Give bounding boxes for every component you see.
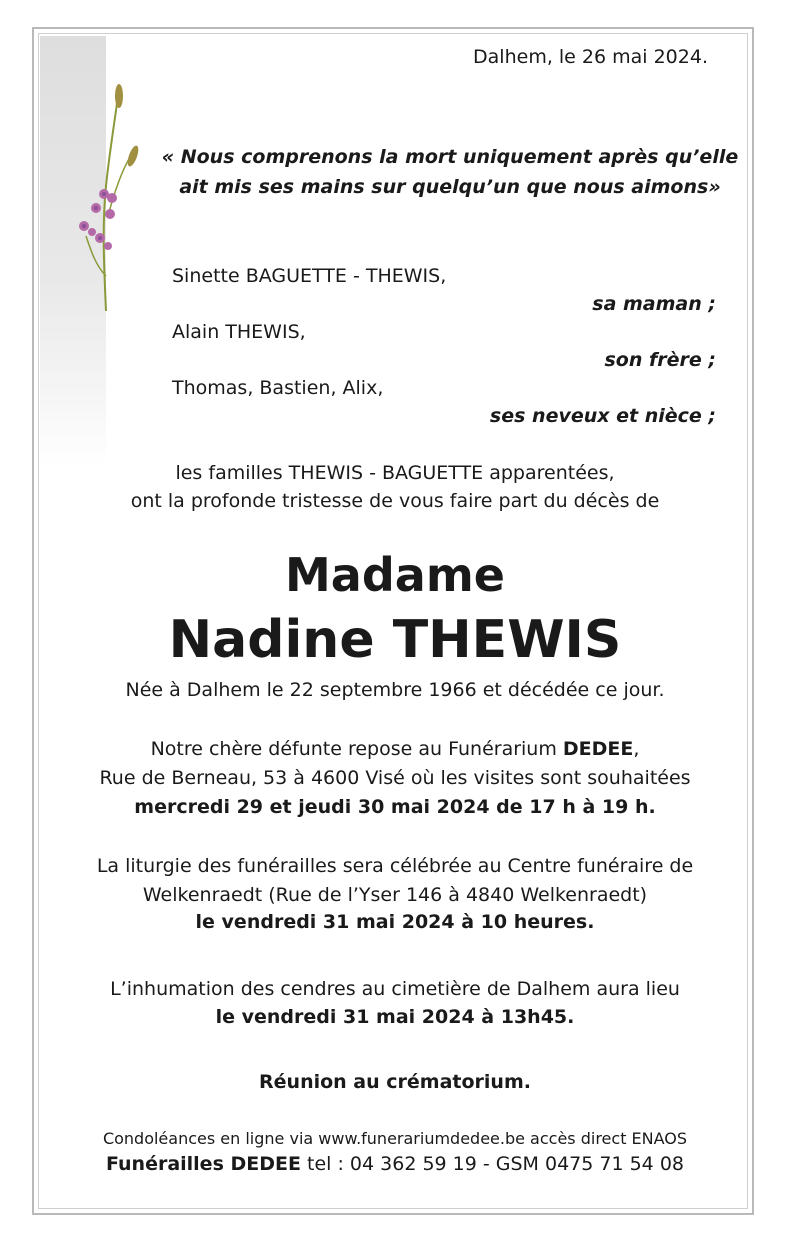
liturgy-date: le vendredi 31 mai 2024 à 10 heures. [195, 911, 595, 933]
repose-line-1-end: , [633, 738, 640, 760]
quote-line-1: « Nous comprenons la mort uniquement après qu’elle [161, 146, 739, 168]
condolences-line: Condoléances en ligne via www.funerariumdedee.be accès direct ENAOS [102, 1129, 688, 1148]
contact-line [40, 1153, 750, 1175]
visit-dates: mercredi 29 et jeudi 30 mai 2024 de 17 h à 19 h. [134, 796, 656, 818]
family-name-brother: Alain THEWIS, [172, 321, 306, 343]
liturgy-line-1: La liturgie des funérailles sera célébrée au Centre funéraire de [96, 855, 694, 877]
family-relation-nephews: ses neveux et nièce ; [489, 405, 716, 427]
flower-illustration [66, 76, 146, 316]
liturgy-line-2: Welkenraedt (Rue de l’Yser 146 à 4840 Welkenraedt) [142, 884, 648, 906]
family-relation-mother: sa maman ; [592, 293, 716, 315]
contact-numbers: tel : 04 362 59 19 - GSM 0475 71 54 08 [300, 1153, 684, 1175]
family-name-nephews: Thomas, Bastien, Alix, [172, 377, 384, 399]
quote-line-2: ait mis ses mains sur quelqu’un que nous aimons» [179, 176, 721, 198]
announcement-line-2: ont la profonde tristesse de vous faire part du décès de [130, 490, 660, 512]
family-relation-brother: son frère ; [604, 349, 716, 371]
reunion-line: Réunion au crématorium. [259, 1071, 531, 1093]
date-line: Dalhem, le 26 mai 2024. [473, 46, 708, 68]
company-name: Funérailles DEDEE [105, 1153, 301, 1175]
announcement-line-1: les familles THEWIS - BAGUETTE apparentées, [175, 462, 615, 484]
repose-line-1 [40, 738, 750, 760]
inhumation-line-1: L’inhumation des cendres au cimetière de Dalhem aura lieu [110, 978, 680, 1000]
deceased-name: Nadine THEWIS [168, 610, 622, 670]
deceased-title: Madame [285, 548, 505, 602]
family-name-mother: Sinette BAGUETTE - THEWIS, [172, 265, 447, 287]
birth-line: Née à Dalhem le 22 septembre 1966 et décédée ce jour. [125, 679, 665, 701]
repose-line-1-text: Notre chère défunte repose au Funérarium [150, 738, 563, 760]
repose-line-2: Rue de Berneau, 53 à 4600 Visé où les visites sont souhaitées [99, 767, 691, 789]
funerarium-name: DEDEE [562, 738, 634, 760]
inhumation-date: le vendredi 31 mai 2024 à 13h45. [215, 1006, 575, 1028]
